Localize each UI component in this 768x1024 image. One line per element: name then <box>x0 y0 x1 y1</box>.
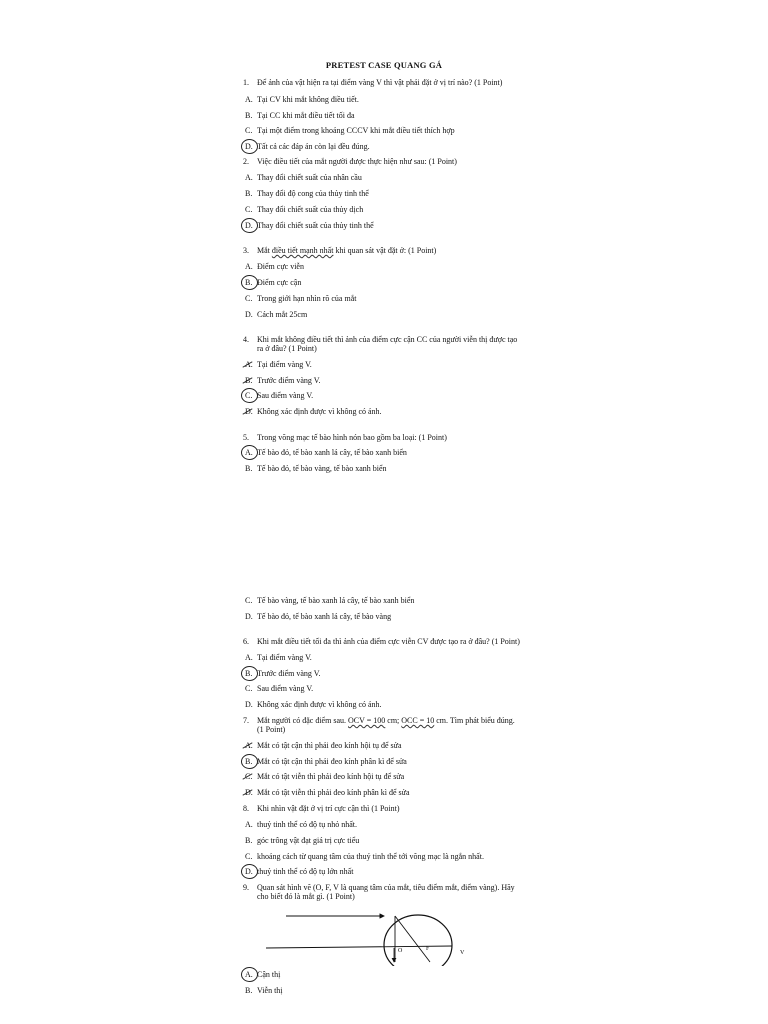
q6-option-d: D. Không xác định được vì không có ảnh. <box>245 700 382 709</box>
selected-answer-mark: A. <box>245 448 257 458</box>
q4-option-c: C. Sau điểm vàng V. <box>245 391 314 400</box>
q7-option-d: D. Mắt có tật viễn thì phải đeo kính phân kì để sửa <box>245 788 410 797</box>
label-o: O <box>398 948 403 954</box>
selected-answer-mark: D. <box>245 867 257 877</box>
wavy-underline: OCV = 100 <box>348 716 386 725</box>
question-7: 7. Mắt người có đặc điểm sau. OCV = 100 cm; OCC = 10 cm. Tìm phát biểu đúng. <box>243 716 515 725</box>
q2-option-b: B. Thay đổi độ cong của thủy tinh thể <box>245 189 369 198</box>
q2-option-a: A. Thay đổi chiết suất của nhân cầu <box>245 173 362 182</box>
q3-option-a: A. Điểm cực viễn <box>245 262 304 271</box>
q4-option-a: A. Tại điểm vàng V. <box>245 360 312 369</box>
label-f: F <box>426 946 430 952</box>
q4-option-b: B. Trước điểm vàng V. <box>245 376 321 385</box>
question-7-cont: (1 Point) <box>257 725 286 734</box>
selected-answer-mark: C. <box>245 391 257 401</box>
q8-option-c: C. khoảng cách từ quang tâm của thuỷ tinh thể tới võng mạc là ngắn nhất. <box>245 852 484 861</box>
question-3: 3. Mắt điều tiết mạnh nhất khi quan sát vật đặt ở: (1 Point) <box>243 246 437 255</box>
q5-option-b: B. Tế bào đỏ, tế bào vàng, tế bào xanh biển <box>245 464 387 473</box>
selected-answer-mark: B. <box>245 278 257 288</box>
q3-option-c: C. Trong giới hạn nhìn rõ của mắt <box>245 294 357 303</box>
question-5: 5. Trong võng mạc tế bào hình nón bao gồm ba loại: (1 Point) <box>243 433 447 442</box>
q6-option-a: A. Tại điểm vàng V. <box>245 653 312 662</box>
question-9: 9. Quan sát hình vẽ (O, F, V là quang tâm của mắt, tiêu điểm mắt, điểm vàng). Hãy <box>243 883 515 892</box>
selected-answer-mark: D. <box>245 142 257 152</box>
wavy-underline: OCC = 10 <box>401 716 435 725</box>
q3-option-d: D. Cách mắt 25cm <box>245 310 308 319</box>
q5-option-d: D. Tế bào đỏ, tế bào xanh lá cây, tế bào vàng <box>245 612 392 621</box>
q9-option-b: B. Viễn thị <box>245 986 283 995</box>
question-9-cont: cho biết đó là mắt gì. (1 Point) <box>257 892 355 901</box>
q4-option-d: D. Không xác định được vì không có ảnh. <box>245 407 382 416</box>
q3-option-b: B. Điểm cực cận <box>245 278 302 287</box>
q8-option-d: D. thuỷ tinh thể có độ tụ lớn nhất <box>245 867 354 876</box>
selected-answer-mark: A. <box>245 970 257 980</box>
q6-option-b: B. Trước điểm vàng V. <box>245 669 321 678</box>
q1-option-d: D. Tất cả các đáp án còn lại đều đúng. <box>245 142 370 151</box>
q8-option-a: A. thuỷ tinh thể có độ tụ nhỏ nhất. <box>245 820 357 829</box>
question-1: 1. Để ảnh của vật hiện ra tại điểm vàng V thì vật phải đặt ở vị trí nào? (1 Point) <box>243 78 503 87</box>
q1-option-a: A. Tại CV khi mắt không điều tiết. <box>245 95 359 104</box>
eye-ray-diagram <box>260 904 480 966</box>
q1-option-c: C. Tại một điểm trong khoảng CCCV khi mắt điều tiết thích hợp <box>245 126 455 135</box>
q9-option-a: A. Cận thị <box>245 970 281 979</box>
question-6: 6. Khi mắt điều tiết tối đa thì ảnh của điểm cực viễn CV được tạo ra ở đâu? (1 Point) <box>243 637 520 646</box>
selected-answer-mark: B. <box>245 757 257 767</box>
question-4: 4. Khi mắt không điều tiết thì ảnh của điểm cực cận CC của người viễn thị được tạo <box>243 335 518 344</box>
q7-option-c: C. Mắt có tật viễn thì phải đeo kính hội tụ để sửa <box>245 772 405 781</box>
selected-answer-mark: B. <box>245 669 257 679</box>
q2-option-d: D. Thay đổi chiết suất của thủy tinh thể <box>245 221 374 230</box>
q7-option-b: B. Mắt có tật cận thì phải đeo kính phân kì để sửa <box>245 757 407 766</box>
q2-option-c: C. Thay đổi chiết suất của thủy dịch <box>245 205 364 214</box>
question-8: 8. Khi nhìn vật đặt ở vị trí cực cận thì (1 Point) <box>243 804 400 813</box>
question-4-cont: ra ở đâu? (1 Point) <box>257 344 317 353</box>
q8-option-b: B. góc trông vật đạt giá trị cực tiểu <box>245 836 360 845</box>
q5-option-a: A. Tế bào đỏ, tế bào xanh lá cây, tế bào xanh biển <box>245 448 407 457</box>
selected-answer-mark: D. <box>245 221 257 231</box>
q1-option-b: B. Tại CC khi mắt điều tiết tối đa <box>245 111 355 120</box>
question-2: 2. Việc điều tiết của mắt người được thực hiện như sau: (1 Point) <box>243 157 457 166</box>
refracted-ray <box>395 916 430 962</box>
wavy-underline: điều tiết mạnh nhất <box>271 246 334 255</box>
q7-option-a: A. Mắt có tật cận thì phải đeo kính hội tụ để sửa <box>245 741 402 750</box>
principal-axis <box>266 946 452 948</box>
document-title: PRETEST CASE QUANG GÁ <box>325 60 443 70</box>
q6-option-c: C. Sau điểm vàng V. <box>245 684 314 693</box>
label-v: V <box>460 950 465 956</box>
q5-option-c: C. Tế bào vàng, tế bào xanh lá cây, tế bào xanh biển <box>245 596 415 605</box>
